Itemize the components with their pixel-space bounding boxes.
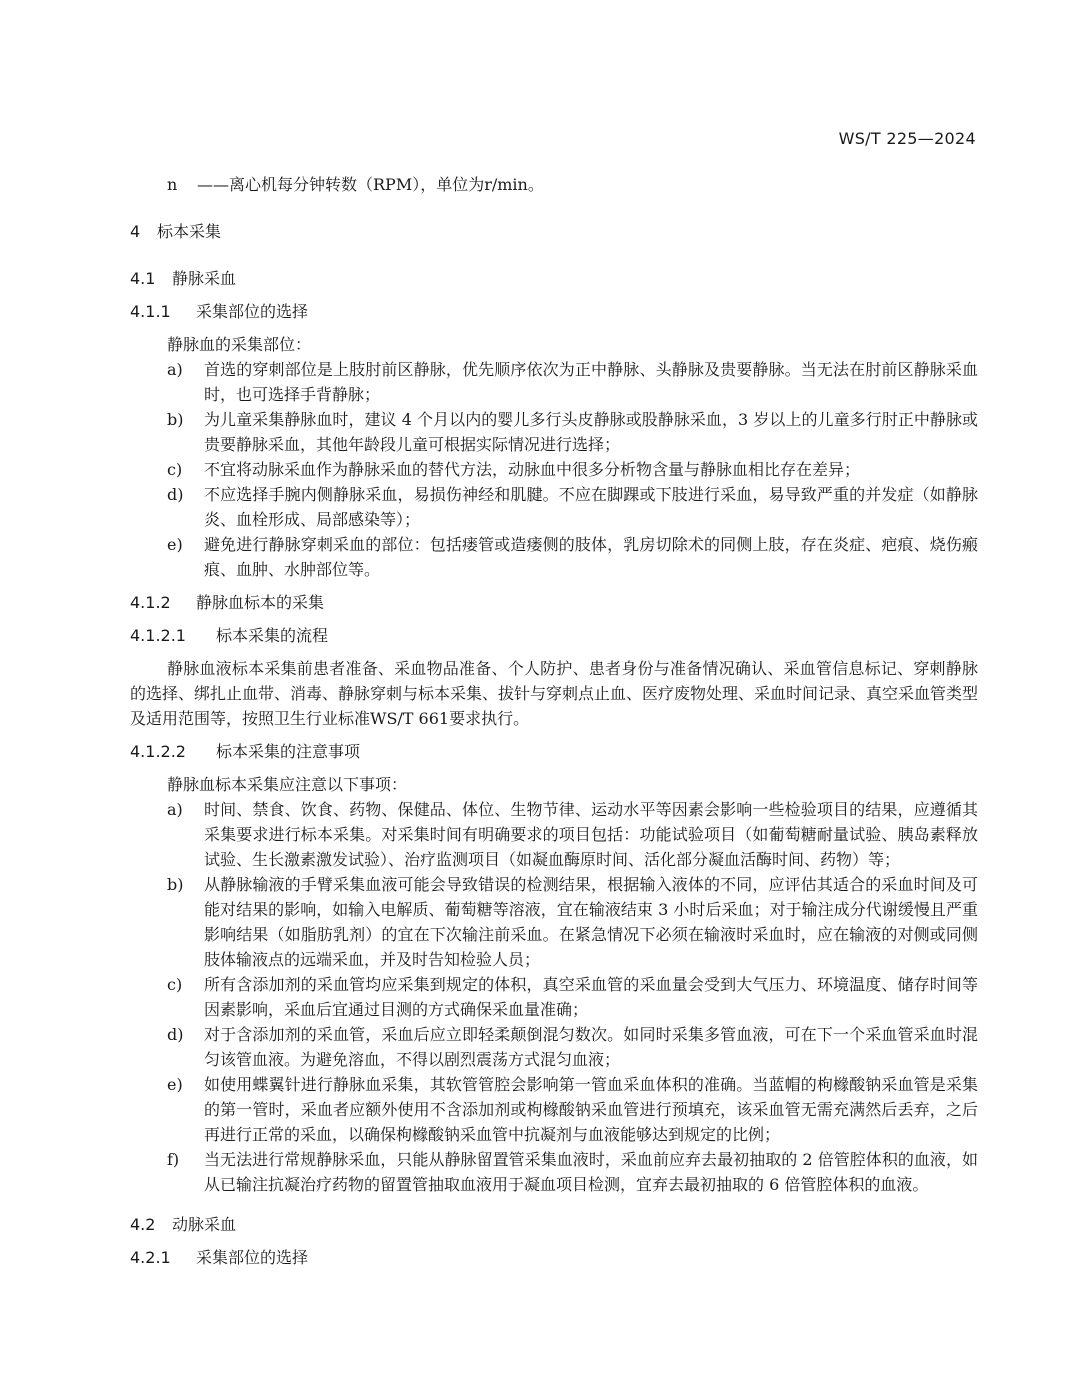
document-body: [130, 172, 978, 1270]
list-item: [130, 1147, 978, 1197]
section-4-heading: [130, 219, 978, 244]
list-item-marker: d): [167, 1025, 184, 1044]
list-item-marker: a): [167, 800, 183, 819]
section-4-2-1-heading: [130, 1245, 978, 1270]
list-item-text: 所有含添加剂的采血管均应采集到规定的体积，真空采血管的采血量会受到大气压力、环境温度、储存时间等因素影响，采血后宜通过目测的方式确保采血量准确；: [204, 975, 978, 1019]
list-item-marker: a): [167, 360, 183, 379]
list-item: [130, 1022, 978, 1072]
list-item-text: 不应选择手腕内侧静脉采血，易损伤神经和肌腱。不应在脚踝或下肢进行采血，易导致严重的并发症（如静脉炎、血栓形成、局部感染等）；: [204, 485, 978, 529]
section-4-1-2-1-heading: [130, 623, 978, 648]
section-title: 静脉血标本的采集: [196, 593, 325, 612]
section-4-1-2-2-heading: [130, 739, 978, 764]
symbol-description: ——离心机每分钟转数（RPM），单位为r/min。: [197, 175, 544, 194]
section-number: 4.2: [130, 1215, 156, 1234]
list-item-text: 不宜将动脉采血作为静脉采血的替代方法，动脉血中很多分析物含量与静脉血相比存在差异；: [204, 460, 861, 479]
list-item: [130, 457, 978, 482]
list-item-marker: b): [167, 875, 184, 894]
section-number: 4.2.1: [130, 1248, 171, 1267]
section-4-1-1-heading: [130, 299, 978, 324]
list-item-text: 避免进行静脉穿刺采血的部位：包括瘘管或造瘘侧的肢体，乳房切除术的同侧上肢，存在炎症、疤痕、烧伤瘢痕、血肿、水肿部位等。: [204, 535, 978, 579]
list-item-text: 首选的穿刺部位是上肢肘前区静脉，优先顺序依次为正中静脉、头静脉及贵要静脉。当无法在肘前区静脉采血时，也可选择手背静脉；: [204, 360, 978, 404]
site-selection-list: [130, 357, 978, 582]
section-title: 采集部位的选择: [196, 1248, 309, 1267]
list-item: [130, 872, 978, 972]
list-item: [130, 972, 978, 1022]
list-item: [130, 407, 978, 457]
section-number: 4: [130, 222, 141, 241]
section-title: 标本采集: [157, 222, 222, 241]
list-item-text: 如使用蝶翼针进行静脉血采集，其软管管腔会影响第一管血采血体积的准确。当蓝帽的枸橼酸钠采血管是采集的第一管时，采血者应额外使用不含添加剂或枸橼酸钠采血管进行预填充，该采血管无需充满然后丢弃，之后再进行正常的采血，以确保枸橼酸钠采血管中抗凝剂与血液能够达到规定的比例；: [204, 1075, 978, 1144]
section-number: 4.1.2.2: [130, 742, 186, 761]
section-title: 采集部位的选择: [196, 302, 309, 321]
precautions-list: [130, 797, 978, 1197]
list-item-marker: c): [167, 460, 183, 479]
intro-text: 静脉血的采集部位：: [167, 335, 312, 354]
list-item-marker: c): [167, 975, 183, 994]
section-number: 4.1.2.1: [130, 626, 186, 645]
list-item: [130, 482, 978, 532]
list-item-text: 时间、禁食、饮食、药物、保健品、体位、生物节律、运动水平等因素会影响一些检验项目的结果，应遵循其采集要求进行标本采集。对采集时间有明确要求的项目包括：功能试验项目（如葡萄糖耐量试验、胰岛素释放试验、生长激素激发试验）、治疗监测项目（如凝血酶原时间、活化部分凝血活酶时间、药物）等；: [204, 800, 978, 869]
list-item: [130, 357, 978, 407]
section-number: 4.1.2: [130, 593, 171, 612]
list-item-marker: d): [167, 485, 184, 504]
list-item-marker: f): [167, 1150, 180, 1169]
list-item: [130, 532, 978, 582]
section-4-1-heading: [130, 266, 978, 291]
section-number: 4.1: [130, 269, 156, 288]
section-4-1-2-heading: [130, 590, 978, 615]
symbol: n: [167, 175, 178, 194]
list-item: [130, 797, 978, 872]
section-number: 4.1.1: [130, 302, 171, 321]
list-item-marker: e): [167, 535, 183, 554]
intro-text: 静脉血标本采集应注意以下事项：: [167, 775, 408, 794]
section-title: 标本采集的流程: [216, 626, 329, 645]
list-item-marker: b): [167, 410, 184, 429]
section-4-2-heading: [130, 1212, 978, 1237]
list-item-text: 当无法进行常规静脉采血，只能从静脉留置管采集血液时，采血前应弃去最初抽取的 2 倍管腔体积的血液，如从已输注抗凝治疗药物的留置管抽取血液用于凝血项目检测，宜弃去最初抽取的 6 倍管腔体积的血液。: [204, 1150, 978, 1194]
list-item-text: 从静脉输液的手臂采集血液可能会导致错误的检测结果，根据输入液体的不同，应评估其适合的采血时间及可能对结果的影响，如输入电解质、葡萄糖等溶液，宜在输液结束 3 小时后采血；对于输注成分代谢缓慢且严重影响结果（如脂肪乳剂）的宜在下次输注前采血。在紧急情况下必须在输液时采血时，应在输液的对侧或同侧肢体输液点的远端采血，并及时告知检验人员；: [204, 875, 978, 969]
procedure-paragraph: 静脉血液标本采集前患者准备、采血物品准备、个人防护、患者身份与准备情况确认、采血管信息标记、穿刺静脉的选择、绑扎止血带、消毒、静脉穿刺与标本采集、拔针与穿刺点止血、医疗废物处理、采血时间记录、真空采血管类型及适用范围等，按照卫生行业标准WS/T 661要求执行。: [130, 659, 979, 728]
list-item: [130, 1072, 978, 1147]
symbol-definition: [130, 172, 978, 197]
section-title: 标本采集的注意事项: [216, 742, 361, 761]
list-item-marker: e): [167, 1075, 183, 1094]
list-item-text: 为儿童采集静脉血时，建议 4 个月以内的婴儿多行头皮静脉或股静脉采血，3 岁以上的儿童多行肘正中静脉或贵要静脉采血，其他年龄段儿童可根据实际情况进行选择；: [204, 410, 978, 454]
section-title: 动脉采血: [172, 1215, 237, 1234]
list-item-text: 对于含添加剂的采血管，采血后应立即轻柔颠倒混匀数次。如同时采集多管血液，可在下一个采血管采血时混匀该管血液。为避免溶血，不得以剧烈震荡方式混匀血液；: [204, 1025, 978, 1069]
section-title: 静脉采血: [172, 269, 237, 288]
standard-code: WS/T 225—2024: [838, 129, 976, 148]
